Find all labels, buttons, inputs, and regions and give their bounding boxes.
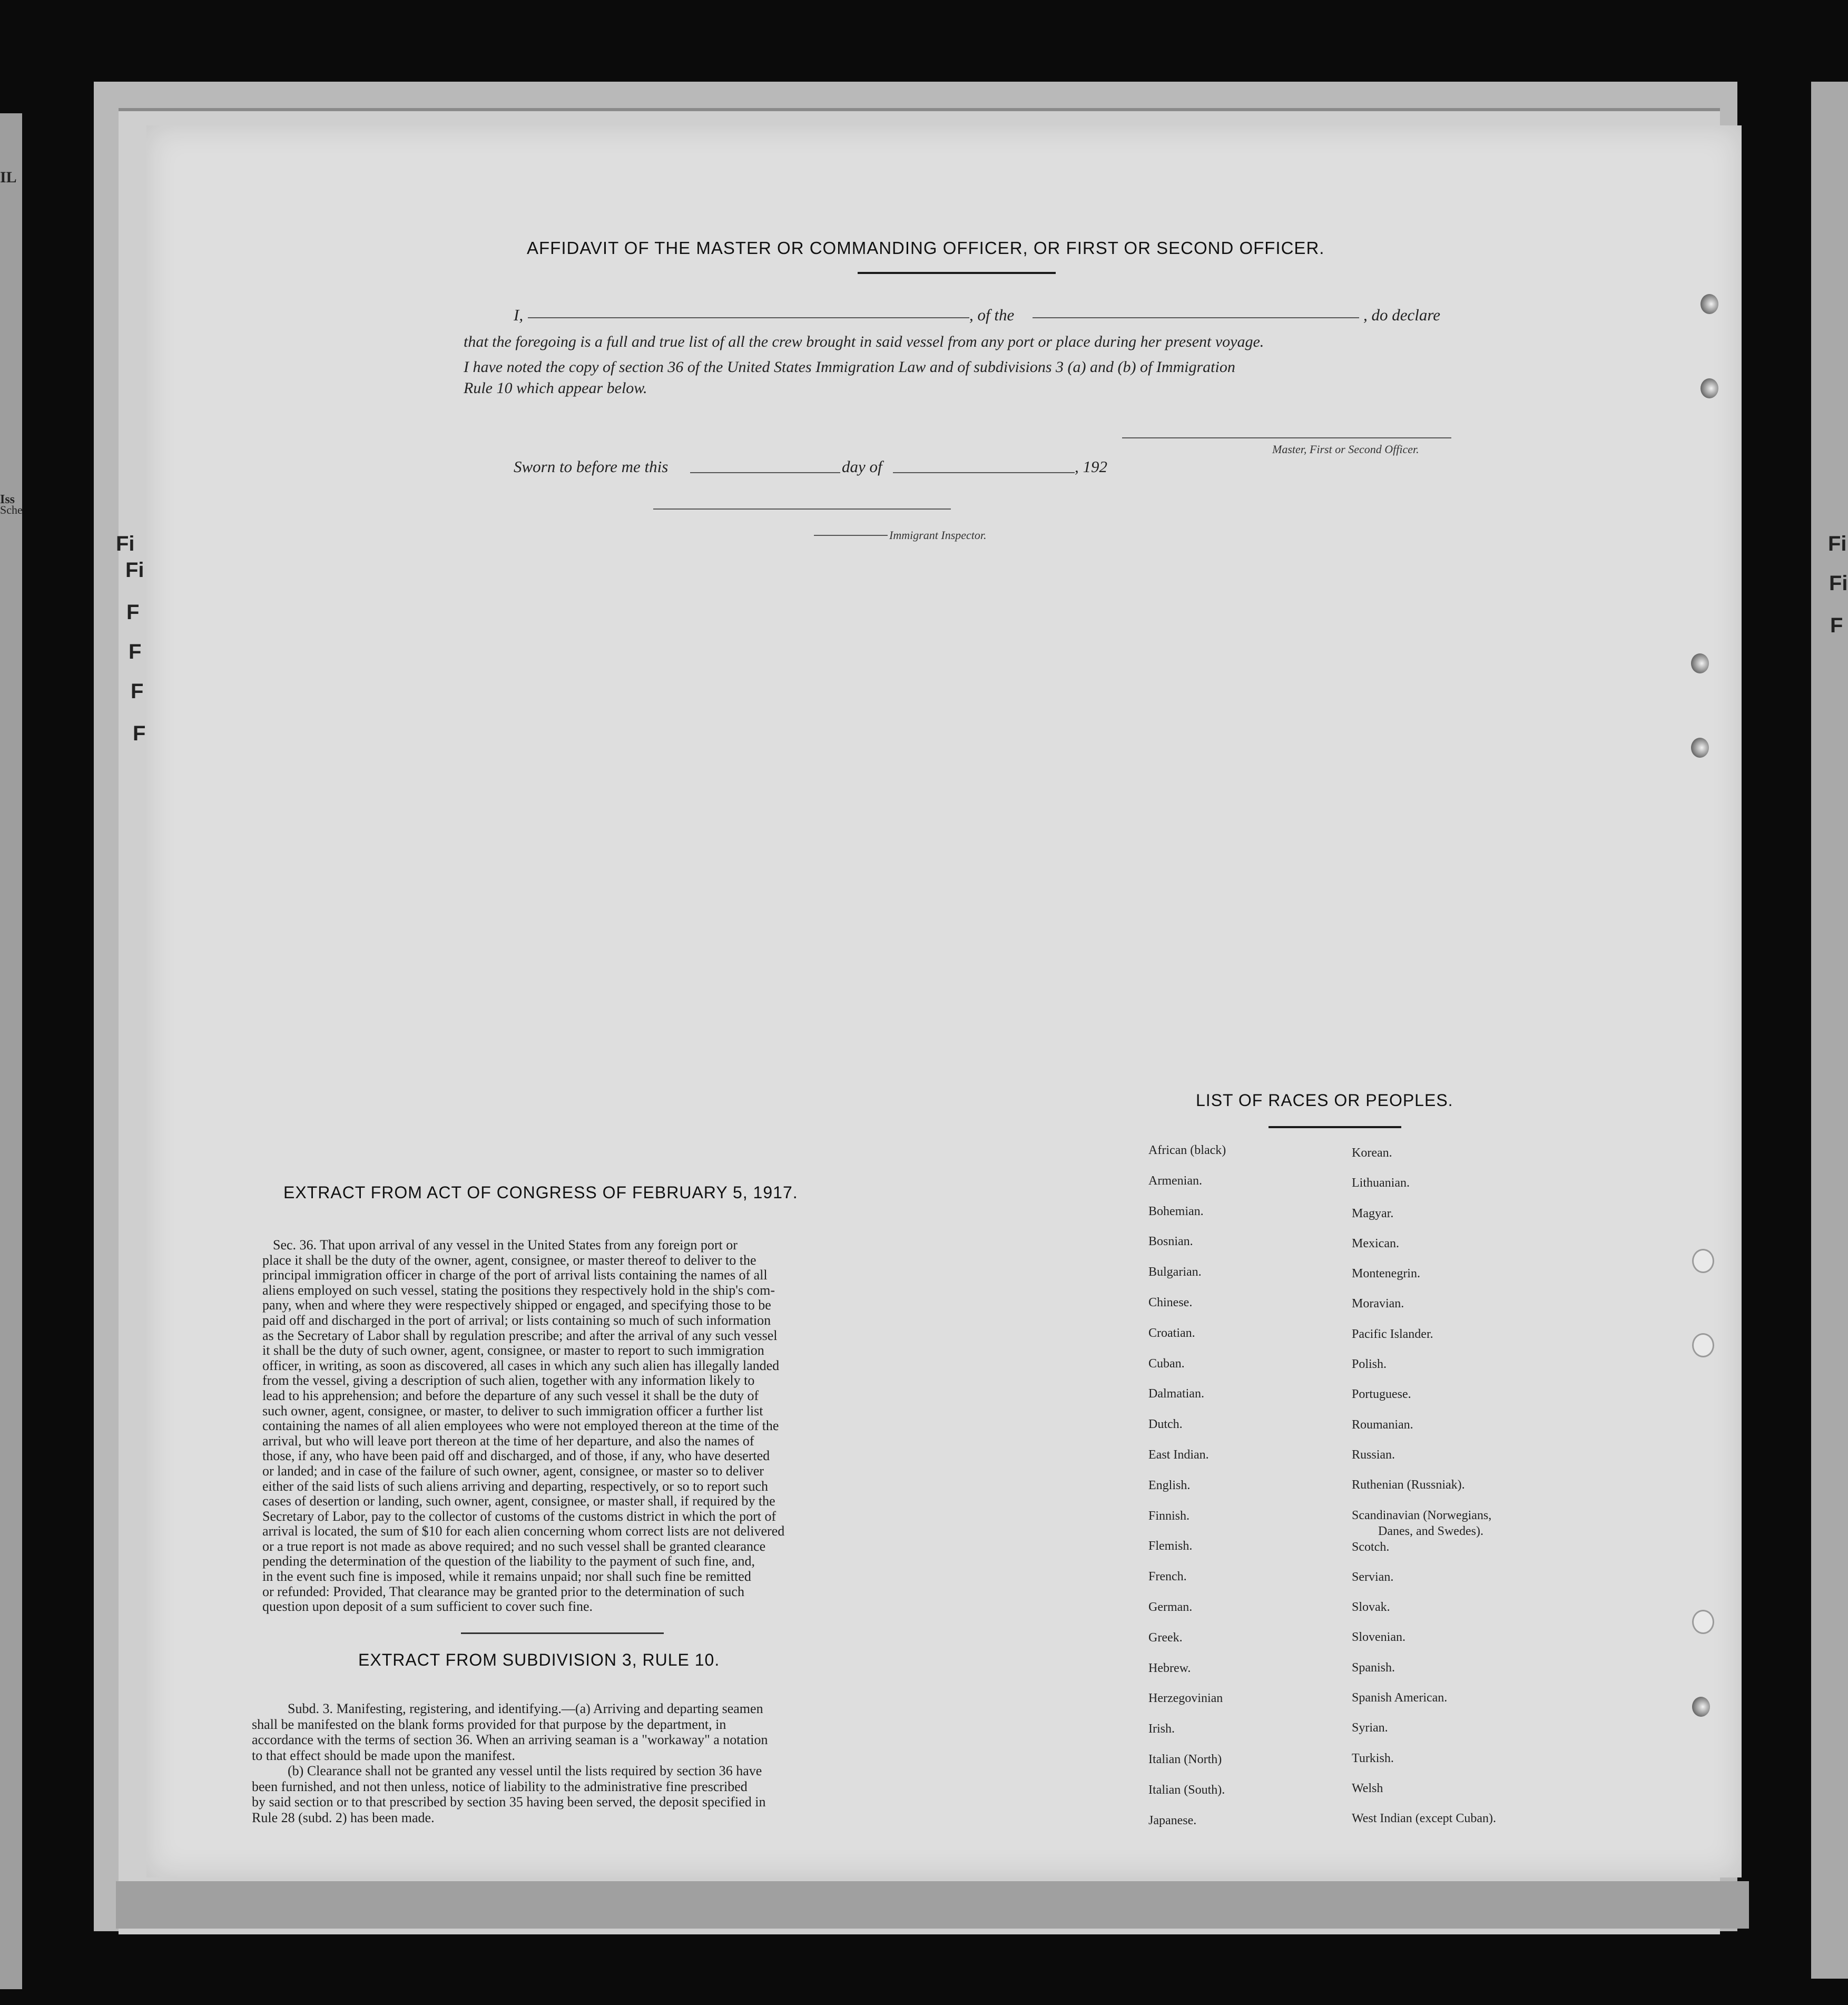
race-item: African (black) xyxy=(1148,1143,1226,1157)
race-item: Syrian. xyxy=(1352,1721,1388,1735)
race-item: Irish. xyxy=(1148,1722,1175,1736)
punch-hole xyxy=(1692,1249,1714,1273)
race-item: Cuban. xyxy=(1148,1356,1185,1371)
race-item: Ruthenian (Russniak). xyxy=(1352,1478,1465,1492)
left-margin-fragment: Fi xyxy=(116,532,135,555)
paragraph-line: shall be manifested on the blank forms provided for that purpose by the department, in xyxy=(252,1717,726,1732)
left-margin-fragment: Fi xyxy=(125,559,144,582)
race-item: Italian (North) xyxy=(1148,1752,1222,1766)
race-item: Roumanian. xyxy=(1352,1417,1413,1432)
race-item: Japanese. xyxy=(1148,1813,1197,1827)
paragraph-line: to that effect should be made upon the manifest. xyxy=(252,1748,515,1763)
races-right-column xyxy=(1352,1146,1541,1842)
affidavit-of-the: , of the xyxy=(969,306,1015,324)
race-item: Armenian. xyxy=(1148,1173,1202,1188)
race-item: West Indian (except Cuban). xyxy=(1352,1812,1496,1826)
punch-hole xyxy=(1692,1610,1714,1634)
race-item: Scotch. xyxy=(1352,1540,1390,1554)
sworn-text: Sworn to before me this xyxy=(514,457,669,476)
paragraph-line: aliens employed on such vessel, stating the positions they respectively hold in the ship's com- xyxy=(262,1283,775,1298)
race-item: Italian (South). xyxy=(1148,1783,1225,1797)
year-text: , 192 xyxy=(1075,457,1107,476)
race-item: German. xyxy=(1148,1600,1193,1614)
race-item: Slovak. xyxy=(1352,1600,1390,1615)
affidavit-line3: I have noted the copy of section 36 of the United States Immigration Law and of subdivisions 3 (a) and (b) of Immigration xyxy=(464,358,1235,376)
punch-hole xyxy=(1692,1697,1710,1717)
left-margin-fragment: F xyxy=(126,601,140,624)
race-item: Spanish American. xyxy=(1352,1691,1448,1705)
affidavit-title: AFFIDAVIT OF THE MASTER OR COMMANDING OFFICER, OR FIRST OR SECOND OFFICER. xyxy=(527,238,1325,258)
race-item: Pacific Islander. xyxy=(1352,1327,1433,1341)
sworn-month-blank xyxy=(893,472,1075,473)
punch-hole xyxy=(1691,653,1709,673)
paragraph-line: accordance with the terms of section 36. When an arriving seaman is a "workaway" a notation xyxy=(252,1733,768,1747)
left-adjacent-page xyxy=(0,113,22,1989)
punch-hole xyxy=(1700,378,1718,398)
right-margin-fragment: Fi xyxy=(1828,532,1847,555)
race-item: Welsh xyxy=(1352,1781,1383,1795)
section-rule xyxy=(461,1632,664,1634)
paragraph-line: or refunded: Provided, That clearance may be granted prior to the determination of such xyxy=(262,1585,744,1599)
race-item: Portuguese. xyxy=(1352,1387,1411,1402)
inspector-signature-line xyxy=(653,508,951,510)
race-item: English. xyxy=(1148,1478,1191,1492)
paragraph-line: place it shall be the duty of the owner, agent, consignee, or master thereof to deliver to the xyxy=(262,1253,756,1268)
master-signature-line xyxy=(1122,437,1451,438)
title-rule xyxy=(858,272,1056,274)
left-margin-fragment: IL xyxy=(0,169,17,186)
rule-extract-body xyxy=(252,1702,858,1826)
paragraph-line: in the event such fine is imposed, while it remains unpaid; nor shall such fine be remitted xyxy=(262,1570,751,1585)
race-item: Polish. xyxy=(1352,1357,1387,1372)
paragraph-line: or a true report is not made as above required; and no such vessel shall be granted clearance xyxy=(262,1539,766,1554)
paragraph-line: as the Secretary of Labor shall by regulation prescribe; and after the arrival of any such vessel xyxy=(262,1328,778,1343)
act-extract-body xyxy=(262,1238,863,1615)
paragraph-line: such owner, agent, consignee, or master, to deliver to such immigration officer a further list xyxy=(262,1404,763,1419)
races-left-column xyxy=(1148,1143,1317,1844)
race-item: Finnish. xyxy=(1148,1509,1190,1523)
races-rule xyxy=(1269,1126,1401,1128)
paragraph-line: or landed; and in case of the failure of such owner, agent, consignee, or master so to deliver xyxy=(262,1464,764,1479)
race-item: French. xyxy=(1148,1570,1187,1584)
left-margin-fragment: F xyxy=(133,722,146,745)
affidavit-line2: that the foregoing is a full and true list of all the crew brought in said vessel from any port or place during her present voyage. xyxy=(464,333,1264,350)
punch-hole xyxy=(1691,738,1709,758)
race-item: Hebrew. xyxy=(1148,1661,1191,1675)
race-item: Korean. xyxy=(1352,1146,1392,1160)
race-item: East Indian. xyxy=(1148,1447,1209,1462)
paragraph-line: those, if any, who have been paid off and discharged, and of those, if any, who have deserted xyxy=(262,1449,770,1464)
race-item: Herzegovinian xyxy=(1148,1691,1223,1706)
inspector-caption: Immigrant Inspector. xyxy=(889,529,987,542)
race-item: Bosnian. xyxy=(1148,1235,1193,1249)
page-bottom-edge xyxy=(116,1881,1749,1929)
rule-extract-title: EXTRACT FROM SUBDIVISION 3, RULE 10. xyxy=(358,1650,720,1669)
paragraph-line: paid off and discharged in the port of arrival; or lists containing so much of such information xyxy=(262,1313,771,1328)
paragraph-line: officer, in writing, as soon as discovered, all cases in which any such alien has illegally landed xyxy=(262,1358,780,1373)
left-margin-fragment: F xyxy=(129,640,142,663)
left-margin-fragment: Sche xyxy=(0,503,23,516)
paragraph-line: Subd. 3. Manifesting, registering, and identifying.—(a) Arriving and departing seamen xyxy=(288,1702,763,1716)
affidavit-line4: Rule 10 which appear below. xyxy=(464,379,647,397)
name-blank xyxy=(528,317,969,318)
race-item: Slovenian. xyxy=(1352,1630,1405,1645)
affidavit-declare: , do declare xyxy=(1363,306,1441,324)
race-item: Montenegrin. xyxy=(1352,1267,1420,1281)
day-of-text: day of xyxy=(842,457,882,476)
race-item: Dalmatian. xyxy=(1148,1387,1204,1401)
paragraph-line: arrival, but who will leave port thereon at the time of her departure, and also the names of xyxy=(262,1434,754,1449)
paragraph-line: Secretary of Labor, pay to the collector of customs of the customs district in which the port of xyxy=(262,1509,776,1524)
paragraph-line: Rule 28 (subd. 2) has been made. xyxy=(252,1811,435,1825)
paragraph-line: principal immigration officer in charge of the port of arrival lists containing the names of all xyxy=(262,1268,768,1283)
paragraph-line: either of the said lists of such aliens arriving and departing, respectively, or so to report such xyxy=(262,1479,769,1494)
race-item: Danes, and Swedes). xyxy=(1378,1524,1483,1538)
race-item: Moravian. xyxy=(1352,1297,1404,1311)
left-margin-fragment: Iss xyxy=(0,493,15,506)
paragraph-line: question upon deposit of a sum sufficient to cover such fine. xyxy=(262,1600,593,1615)
race-item: Russian. xyxy=(1352,1447,1395,1462)
right-margin-fragment: F xyxy=(1830,614,1843,637)
race-item: Spanish. xyxy=(1352,1660,1395,1675)
sworn-day-blank xyxy=(690,472,840,473)
races-title: LIST OF RACES OR PEOPLES. xyxy=(1196,1091,1453,1110)
paragraph-line: by said section or to that prescribed by section 35 having been served, the deposit specified in xyxy=(252,1795,766,1810)
affidavit-i: I, xyxy=(514,306,524,324)
race-item: Servian. xyxy=(1352,1570,1394,1584)
right-margin-fragment: Fi xyxy=(1829,572,1848,595)
race-item: Bulgarian. xyxy=(1148,1265,1202,1279)
paragraph-line: arrival is located, the sum of $10 for each alien concerning whom correct lists are not delivered xyxy=(262,1524,785,1539)
inspector-short-line xyxy=(814,535,888,536)
race-item: Flemish. xyxy=(1148,1539,1193,1553)
paragraph-line: pending the determination of the question of the liability to the payment of such fine, and, xyxy=(262,1554,755,1569)
race-item: Chinese. xyxy=(1148,1295,1193,1309)
punch-hole xyxy=(1692,1333,1714,1357)
race-item: Turkish. xyxy=(1352,1751,1394,1765)
race-item: Magyar. xyxy=(1352,1206,1394,1220)
master-caption: Master, First or Second Officer. xyxy=(1272,443,1419,456)
paragraph-line: it shall be the duty of such owner, agent, consignee, or master to report to such immigration xyxy=(262,1344,764,1358)
race-item: Bohemian. xyxy=(1148,1204,1204,1218)
paragraph-line: been furnished, and not then unless, notice of liability to the administrative fine prescribed xyxy=(252,1779,748,1794)
race-item: Lithuanian. xyxy=(1352,1176,1410,1190)
paragraph-line: from the vessel, giving a description of such alien, together with any information likely to xyxy=(262,1374,755,1388)
act-extract-title: EXTRACT FROM ACT OF CONGRESS OF FEBRUARY 5, 1917. xyxy=(283,1183,798,1202)
race-item: Croatian. xyxy=(1148,1326,1195,1340)
vessel-blank xyxy=(1033,317,1359,318)
paragraph-line: cases of desertion or landing, such owner, agent, consignee, or master shall, if required by the xyxy=(262,1494,775,1509)
race-item: Scandinavian (Norwegians, xyxy=(1352,1508,1492,1522)
paragraph-line: containing the names of all alien employees who were not employed thereon at the time of the xyxy=(262,1419,779,1434)
race-item: Greek. xyxy=(1148,1630,1183,1645)
left-margin-fragment: F xyxy=(131,680,144,703)
paragraph-line: Sec. 36. That upon arrival of any vessel in the United States from any foreign port or xyxy=(273,1238,738,1253)
punch-hole xyxy=(1700,294,1718,314)
right-adjacent-page xyxy=(1811,82,1848,1979)
paragraph-line: lead to his apprehension; and before the departure of any such vessel it shall be the duty of xyxy=(262,1388,759,1403)
race-item: Dutch. xyxy=(1148,1417,1183,1432)
paragraph-line: pany, when and where they were respectively shipped or engaged, and specifying those to be xyxy=(262,1298,771,1313)
paragraph-line: (b) Clearance shall not be granted any vessel until the lists required by section 36 have xyxy=(288,1764,762,1778)
race-item: Mexican. xyxy=(1352,1236,1399,1250)
